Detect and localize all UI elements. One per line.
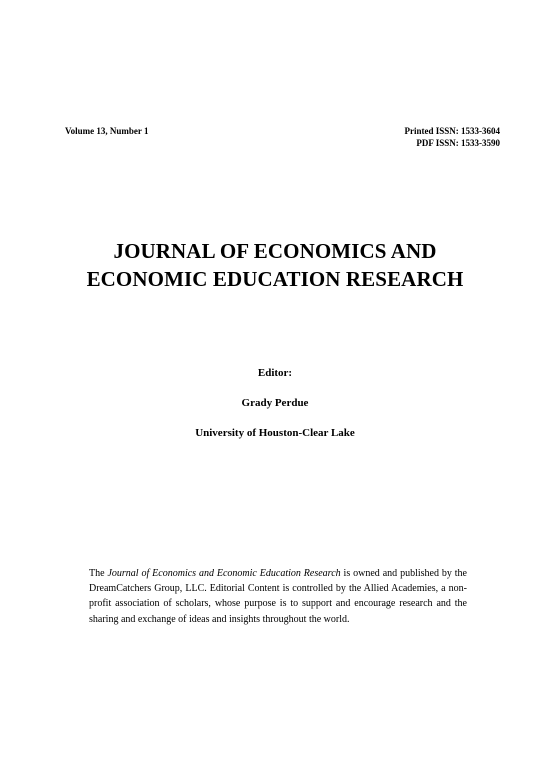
- volume-number: Volume 13, Number 1: [65, 126, 149, 136]
- editor-block: [40, 366, 510, 440]
- editor-label: Editor:: [257, 367, 293, 379]
- journal-title: [40, 237, 510, 293]
- issn-info: [404, 125, 500, 149]
- ownership-statement: [89, 566, 467, 627]
- editor-name: Grady Perdue: [241, 397, 309, 409]
- statement-prefix: The: [89, 568, 108, 579]
- editor-affiliation: University of Houston-Clear Lake: [195, 427, 355, 439]
- statement-journal-name: Journal of Economics and Economic Education Research: [107, 568, 341, 579]
- journal-title-line-1: JOURNAL OF ECONOMICS AND: [113, 239, 437, 263]
- print-issn: Printed ISSN: 1533-3604: [404, 126, 500, 136]
- volume-info: [65, 125, 149, 137]
- pdf-issn: PDF ISSN: 1533-3590: [416, 138, 500, 148]
- journal-title-line-2: ECONOMIC EDUCATION RESEARCH: [86, 267, 464, 291]
- statement-body: is owned and published by the DreamCatchers Group, LLC. Editorial Content is controlled by the Allied Academies, a non-profit association of scholars, whose purpose is to support and encourage research and the sharing and exchange of ideas and insights throughout the world.: [89, 568, 467, 625]
